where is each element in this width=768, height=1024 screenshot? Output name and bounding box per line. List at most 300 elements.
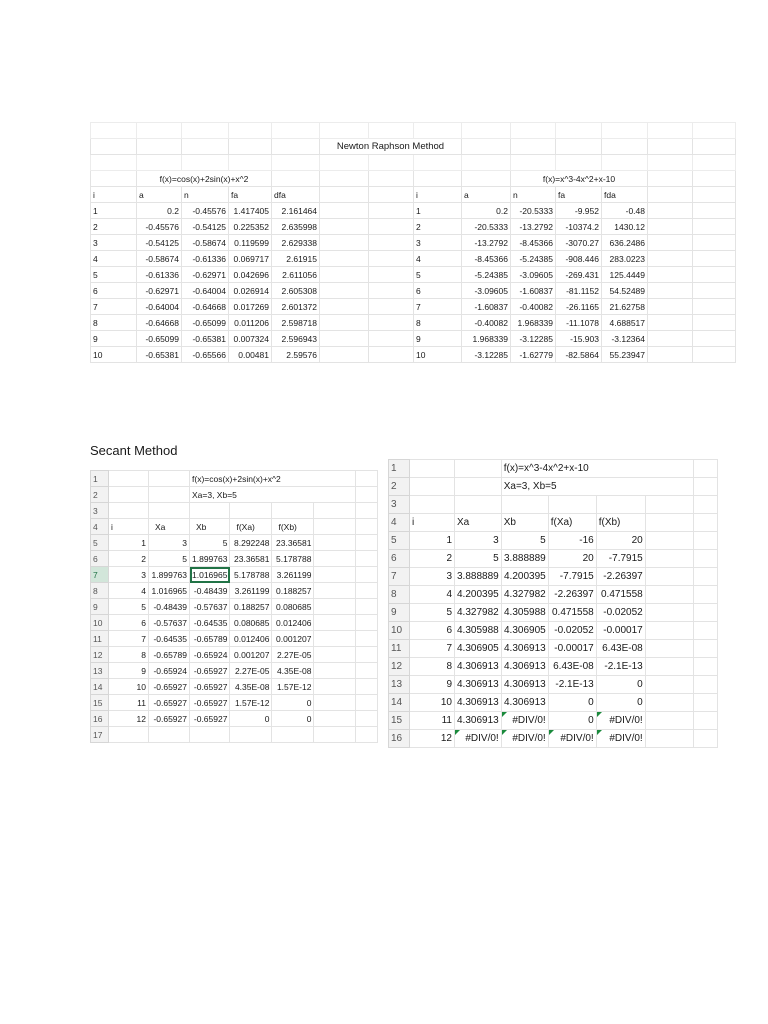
table-row [389, 694, 718, 712]
table-cell: -1.62779 [511, 347, 556, 363]
table-cell: 9 [414, 331, 462, 347]
table-cell: 0.007324 [229, 331, 272, 347]
row-number: 10 [389, 622, 410, 640]
table-cell: -0.00017 [548, 640, 596, 658]
header-cell: n [511, 187, 556, 203]
table-row [389, 568, 718, 586]
table-cell: -26.1165 [556, 299, 602, 315]
table-cell: 0.188257 [230, 599, 272, 615]
table-cell: -0.48439 [149, 599, 190, 615]
table-cell: 5 [414, 267, 462, 283]
table-row [389, 550, 718, 568]
table-cell: 20 [548, 550, 596, 568]
table-cell: 10 [410, 694, 455, 712]
row-number: 2 [91, 487, 109, 503]
table-cell: 8 [414, 315, 462, 331]
table-cell: -0.54125 [137, 235, 182, 251]
table-cell: 6 [414, 283, 462, 299]
table-cell: 0 [272, 711, 314, 727]
table-cell: 1.899763 [149, 567, 190, 583]
table-cell: -9.952 [556, 203, 602, 219]
table-cell: 0.080685 [230, 615, 272, 631]
table-cell: 10 [91, 347, 137, 363]
table-cell: -908.446 [556, 251, 602, 267]
table-cell: 21.62758 [602, 299, 648, 315]
table-cell: 5 [109, 599, 149, 615]
table-cell: -0.65927 [190, 695, 230, 711]
table-cell: 3 [455, 532, 502, 550]
row-number: 8 [91, 583, 109, 599]
table-cell: 5 [91, 267, 137, 283]
table-cell: 4 [109, 583, 149, 599]
table-cell: 23.36581 [272, 535, 314, 551]
secant-left-sheet [90, 470, 378, 743]
header-cell: f(Xa) [230, 519, 272, 535]
newton-right-formula: f(x)=x^3-4x^2+x-10 [511, 171, 648, 187]
table-cell: -0.40082 [511, 299, 556, 315]
table-row [91, 599, 378, 615]
table-cell: 4.306913 [455, 676, 502, 694]
table-cell: 3 [149, 535, 190, 551]
table-cell: 12 [410, 730, 455, 748]
table-cell: 7 [91, 299, 137, 315]
table-cell: 1.57E-12 [230, 695, 272, 711]
table-row [91, 695, 378, 711]
table-cell: 3.261199 [230, 583, 272, 599]
table-cell: -20.5333 [511, 203, 556, 219]
table-row [91, 583, 378, 599]
table-cell: -0.65381 [182, 331, 229, 347]
table-cell: -0.61336 [137, 267, 182, 283]
table-cell: 0 [272, 695, 314, 711]
table-cell: 7 [109, 631, 149, 647]
secant-left-formula: f(x)=cos(x)+2sin(x)+x^2 [190, 471, 356, 487]
table-cell: 4.305988 [455, 622, 502, 640]
table-cell: 2.596943 [272, 331, 320, 347]
table-cell: 1.417405 [229, 203, 272, 219]
table-cell: -0.65381 [137, 347, 182, 363]
header-cell: Xb [190, 519, 230, 535]
table-cell: -0.64535 [149, 631, 190, 647]
table-cell: 4.306913 [455, 658, 502, 676]
table-cell: 636.2486 [602, 235, 648, 251]
row-number: 7 [389, 568, 410, 586]
table-cell: -0.62971 [182, 267, 229, 283]
table-row [91, 251, 736, 267]
table-cell: 5.178788 [230, 567, 272, 583]
table-cell: 3.261199 [272, 567, 314, 583]
row-number: 12 [91, 647, 109, 663]
table-cell: 2.605308 [272, 283, 320, 299]
table-cell: 8 [109, 647, 149, 663]
table-cell: 0 [548, 712, 596, 730]
table-cell: 6.43E-08 [548, 658, 596, 676]
secant-right-formula: f(x)=x^3-4x^2+x-10 [501, 460, 693, 478]
table-cell: -0.65789 [190, 631, 230, 647]
row-number: 15 [389, 712, 410, 730]
row-number: 16 [91, 711, 109, 727]
table-cell: 2 [109, 551, 149, 567]
table-cell: 4.306913 [455, 694, 502, 712]
table-cell: 4.306913 [501, 640, 548, 658]
table-cell: 4.306913 [455, 712, 502, 730]
row-number: 4 [91, 519, 109, 535]
table-cell: -0.64004 [182, 283, 229, 299]
table-cell: 0.042696 [229, 267, 272, 283]
table-cell: -0.64668 [182, 299, 229, 315]
table-row [91, 487, 378, 503]
secant-right-grid [388, 459, 718, 748]
table-cell: -0.65924 [190, 647, 230, 663]
table-cell: 125.4449 [602, 267, 648, 283]
table-cell: 12 [109, 711, 149, 727]
table-cell: -5.24385 [462, 267, 511, 283]
header-cell: i [414, 187, 462, 203]
table-row [91, 567, 378, 583]
table-cell: 11 [109, 695, 149, 711]
table-row [91, 299, 736, 315]
error-cell: #DIV/0! [548, 730, 596, 748]
header-cell: i [91, 187, 137, 203]
row-number: 13 [91, 663, 109, 679]
secant-right-sheet [388, 459, 718, 748]
table-cell: -0.58674 [137, 251, 182, 267]
secant-left-grid [90, 470, 378, 743]
table-cell: 4.35E-08 [230, 679, 272, 695]
row-number: 3 [389, 496, 410, 514]
table-cell: 7 [414, 299, 462, 315]
table-cell: -16 [548, 532, 596, 550]
table-cell: -7.7915 [596, 550, 645, 568]
table-cell: 0.011206 [229, 315, 272, 331]
table-row [91, 679, 378, 695]
table-cell: -0.65927 [190, 711, 230, 727]
table-cell: 0.026914 [229, 283, 272, 299]
table-row [91, 219, 736, 235]
table-row [389, 712, 718, 730]
header-cell: f(Xb) [596, 514, 645, 532]
table-cell: 8 [91, 315, 137, 331]
table-cell: 1.899763 [190, 551, 230, 567]
table-cell: 0.2 [462, 203, 511, 219]
table-cell: 6 [410, 622, 455, 640]
table-cell: 2 [91, 219, 137, 235]
table-row [91, 331, 736, 347]
row-number: 6 [389, 550, 410, 568]
table-row [91, 551, 378, 567]
table-cell: -0.45576 [137, 219, 182, 235]
row-number: 4 [389, 514, 410, 532]
table-row [389, 658, 718, 676]
table-cell: 6 [91, 283, 137, 299]
table-cell: 3 [109, 567, 149, 583]
table-cell: 0.012406 [272, 615, 314, 631]
table-cell: 1 [410, 532, 455, 550]
row-number: 17 [91, 727, 109, 743]
row-number: 12 [389, 658, 410, 676]
table-row [91, 283, 736, 299]
table-cell: -2.1E-13 [548, 676, 596, 694]
row-number: 15 [91, 695, 109, 711]
table-cell: 4.306913 [501, 676, 548, 694]
table-cell[interactable]: 1.016965 [190, 567, 230, 583]
table-cell: -15.903 [556, 331, 602, 347]
table-row [389, 640, 718, 658]
table-cell: 1.57E-12 [272, 679, 314, 695]
table-cell: -1.60837 [462, 299, 511, 315]
header-cell: fda [602, 187, 648, 203]
header-cell: fa [229, 187, 272, 203]
table-cell: -0.65927 [149, 695, 190, 711]
table-row [389, 730, 718, 748]
table-row [91, 711, 378, 727]
table-cell: 283.0223 [602, 251, 648, 267]
table-cell: -0.65924 [149, 663, 190, 679]
table-row [389, 514, 718, 532]
table-cell: 2.601372 [272, 299, 320, 315]
table-cell: 5 [501, 532, 548, 550]
table-cell: 9 [91, 331, 137, 347]
table-cell: -1.60837 [511, 283, 556, 299]
table-cell: 0.080685 [272, 599, 314, 615]
table-row [91, 235, 736, 251]
table-cell: 10 [109, 679, 149, 695]
table-cell: -2.26397 [548, 586, 596, 604]
table-cell: 5 [455, 550, 502, 568]
header-cell: n [182, 187, 229, 203]
table-cell: 0 [596, 694, 645, 712]
header-cell: a [137, 187, 182, 203]
table-cell: 2 [410, 550, 455, 568]
table-cell: 0.069717 [229, 251, 272, 267]
table-cell: -269.431 [556, 267, 602, 283]
table-cell: 4.200395 [455, 586, 502, 604]
table-cell: -3.12285 [511, 331, 556, 347]
row-number: 1 [91, 471, 109, 487]
table-cell: -82.5864 [556, 347, 602, 363]
table-cell: -8.45366 [462, 251, 511, 267]
table-cell: 3 [414, 235, 462, 251]
table-row [389, 622, 718, 640]
table-cell: -0.61336 [182, 251, 229, 267]
table-cell: 0.001207 [230, 647, 272, 663]
table-cell: -0.65099 [182, 315, 229, 331]
table-row [91, 203, 736, 219]
table-cell: 0.471558 [548, 604, 596, 622]
table-cell: -0.58674 [182, 235, 229, 251]
row-number: 11 [389, 640, 410, 658]
header-cell: i [109, 519, 149, 535]
error-cell: #DIV/0! [501, 730, 548, 748]
table-cell: -13.2792 [462, 235, 511, 251]
table-cell: -0.65789 [149, 647, 190, 663]
table-cell: 4.200395 [501, 568, 548, 586]
newton-header-row [91, 187, 736, 203]
table-row [389, 676, 718, 694]
table-row [389, 478, 718, 496]
header-cell: Xb [501, 514, 548, 532]
table-cell: 8.292248 [230, 535, 272, 551]
table-cell: -3.12285 [462, 347, 511, 363]
row-number: 5 [91, 535, 109, 551]
table-row [91, 647, 378, 663]
table-cell: -3.12364 [602, 331, 648, 347]
table-cell: -10374.2 [556, 219, 602, 235]
row-number: 5 [389, 532, 410, 550]
table-cell: 0.012406 [230, 631, 272, 647]
table-row [91, 315, 736, 331]
table-cell: 4 [91, 251, 137, 267]
table-cell: 0.471558 [596, 586, 645, 604]
table-cell: -3070.27 [556, 235, 602, 251]
table-row [91, 663, 378, 679]
table-cell: 9 [410, 676, 455, 694]
table-cell: -0.02052 [548, 622, 596, 640]
table-cell: -0.45576 [182, 203, 229, 219]
table-cell: 0.225352 [229, 219, 272, 235]
table-cell: -0.64535 [190, 615, 230, 631]
error-cell: #DIV/0! [455, 730, 502, 748]
table-cell: -5.24385 [511, 251, 556, 267]
table-row [91, 631, 378, 647]
table-cell: 1 [109, 535, 149, 551]
newton-left-formula: f(x)=cos(x)+2sin(x)+x^2 [137, 171, 272, 187]
table-cell: -0.57637 [190, 599, 230, 615]
table-cell: 20 [596, 532, 645, 550]
table-cell: 2.629338 [272, 235, 320, 251]
table-cell: 4 [410, 586, 455, 604]
table-cell: 11 [410, 712, 455, 730]
table-cell: 6.43E-08 [596, 640, 645, 658]
table-cell: 0 [548, 694, 596, 712]
header-cell: a [462, 187, 511, 203]
table-cell: 0.2 [137, 203, 182, 219]
table-cell: 3 [410, 568, 455, 586]
row-number: 3 [91, 503, 109, 519]
row-number: 14 [389, 694, 410, 712]
table-cell: -0.02052 [596, 604, 645, 622]
table-cell: -13.2792 [511, 219, 556, 235]
row-number: 10 [91, 615, 109, 631]
table-cell: 1 [91, 203, 137, 219]
table-cell: -0.64004 [137, 299, 182, 315]
table-cell: 0.017269 [229, 299, 272, 315]
table-cell: 4.306913 [501, 694, 548, 712]
table-cell: 5 [410, 604, 455, 622]
table-cell: -0.57637 [149, 615, 190, 631]
table-cell: 10 [414, 347, 462, 363]
header-cell: f(Xa) [548, 514, 596, 532]
row-number: 9 [91, 599, 109, 615]
table-cell: -0.65099 [137, 331, 182, 347]
header-cell: dfa [272, 187, 320, 203]
newton-title: Newton Raphson Method [320, 139, 462, 155]
row-number: 14 [91, 679, 109, 695]
row-number: 7 [91, 567, 109, 583]
table-row [91, 503, 378, 519]
table-cell: 4.688517 [602, 315, 648, 331]
table-row [389, 532, 718, 550]
table-cell: 1.968339 [462, 331, 511, 347]
table-cell: 0.188257 [272, 583, 314, 599]
secant-left-init: Xa=3, Xb=5 [190, 487, 356, 503]
table-cell: 2.598718 [272, 315, 320, 331]
table-cell: 1430.12 [602, 219, 648, 235]
row-number: 6 [91, 551, 109, 567]
table-cell: 0 [596, 676, 645, 694]
table-cell: 3.888889 [501, 550, 548, 568]
table-cell: 0.001207 [272, 631, 314, 647]
table-cell: 0.00481 [229, 347, 272, 363]
table-cell: -8.45366 [511, 235, 556, 251]
error-cell: #DIV/0! [596, 712, 645, 730]
table-cell: 2.635998 [272, 219, 320, 235]
table-cell: 5 [190, 535, 230, 551]
header-cell: f(Xb) [272, 519, 314, 535]
table-cell: 4.306905 [501, 622, 548, 640]
table-cell: -3.09605 [511, 267, 556, 283]
table-cell: -3.09605 [462, 283, 511, 299]
table-row [91, 727, 378, 743]
table-cell: 0.119599 [229, 235, 272, 251]
row-number: 8 [389, 586, 410, 604]
table-cell: 3 [91, 235, 137, 251]
table-cell: -0.65927 [190, 663, 230, 679]
error-cell: #DIV/0! [596, 730, 645, 748]
row-number: 1 [389, 460, 410, 478]
table-cell: 4.35E-08 [272, 663, 314, 679]
table-cell: -7.7915 [548, 568, 596, 586]
table-cell: -0.48 [602, 203, 648, 219]
table-cell: 5 [149, 551, 190, 567]
error-cell: #DIV/0! [501, 712, 548, 730]
table-row [91, 535, 378, 551]
table-cell: 0 [230, 711, 272, 727]
table-row [91, 347, 736, 363]
table-row [389, 496, 718, 514]
row-number: 2 [389, 478, 410, 496]
table-cell: 2.59576 [272, 347, 320, 363]
table-cell: -2.1E-13 [596, 658, 645, 676]
header-cell: Xa [149, 519, 190, 535]
table-cell: -0.65927 [149, 711, 190, 727]
row-number: 16 [389, 730, 410, 748]
table-row [91, 267, 736, 283]
table-row [389, 460, 718, 478]
table-cell: 2.161464 [272, 203, 320, 219]
table-cell: 4 [414, 251, 462, 267]
header-cell: Xa [455, 514, 502, 532]
table-cell: 3.888889 [455, 568, 502, 586]
table-cell: 8 [410, 658, 455, 676]
table-cell: 2.27E-05 [230, 663, 272, 679]
table-cell: 9 [109, 663, 149, 679]
table-cell: 55.23947 [602, 347, 648, 363]
table-cell: -20.5333 [462, 219, 511, 235]
table-cell: 2.61915 [272, 251, 320, 267]
secant-title: Secant Method [90, 443, 178, 458]
table-cell: -0.62971 [137, 283, 182, 299]
table-cell: -0.65927 [190, 679, 230, 695]
table-cell: 1.968339 [511, 315, 556, 331]
table-cell: 2.27E-05 [272, 647, 314, 663]
table-row [91, 519, 378, 535]
table-cell: 5.178788 [272, 551, 314, 567]
table-cell: -0.40082 [462, 315, 511, 331]
table-cell: -2.26397 [596, 568, 645, 586]
table-cell: 2 [414, 219, 462, 235]
table-cell: 1.016965 [149, 583, 190, 599]
